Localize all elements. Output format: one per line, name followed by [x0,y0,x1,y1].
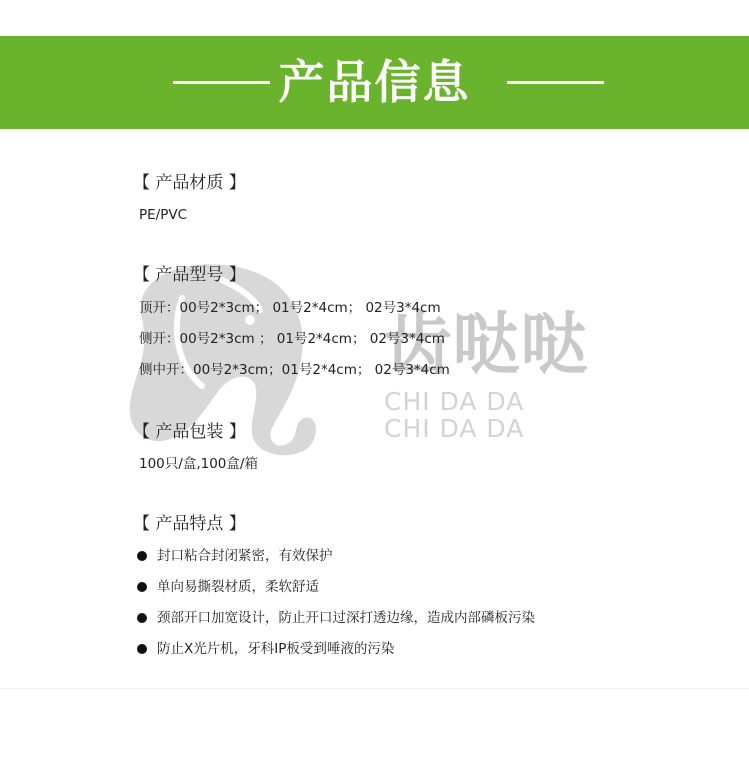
model-line: 顶开：00号2*3cm； 01号2*4cm； 02号3*4cm [139,300,441,316]
bullet-icon [137,551,147,561]
features-title: 【 产品特点 】 [133,514,246,534]
feature-text: 颈部开口加宽设计，防止开口过深打透边缘，造成内部磷板污染 [157,610,535,626]
feature-item [137,577,319,597]
model-title: 【 产品型号 】 [133,265,246,285]
packaging-title: 【 产品包装 】 [133,422,246,442]
title-right-rule [507,81,604,84]
bullet-icon [137,644,147,654]
feature-text: 单向易撕裂材质，柔软舒适 [157,579,319,595]
model-line: 侧开：00号2*3cm ； 01号2*4cm； 02号3*4cm [139,331,445,347]
material-value: PE/PVC [139,207,188,223]
feature-item [137,608,535,628]
watermark-brand-en-2: CHI DA DA [384,414,525,443]
model-line: 侧中开：00号2*3cm；01号2*4cm； 02号3*4cm [139,362,450,378]
feature-item [137,546,333,566]
page-title: 产品信息 [278,55,471,109]
bullet-icon [137,613,147,623]
watermark-brand-en-1: CHI DA DA [384,387,525,416]
bullet-icon [137,582,147,592]
watermark-brand-cn: 齿哒哒 [384,306,589,385]
feature-item [137,639,394,659]
footer-divider [0,688,749,689]
feature-text: 封口粘合封闭紧密，有效保护 [157,548,333,564]
material-title: 【 产品材质 】 [133,173,246,193]
packaging-value: 100只/盒,100盒/箱 [139,456,258,472]
header-banner [0,36,749,129]
feature-text: 防止X光片机，牙科IP板受到唾液的污染 [157,641,395,657]
